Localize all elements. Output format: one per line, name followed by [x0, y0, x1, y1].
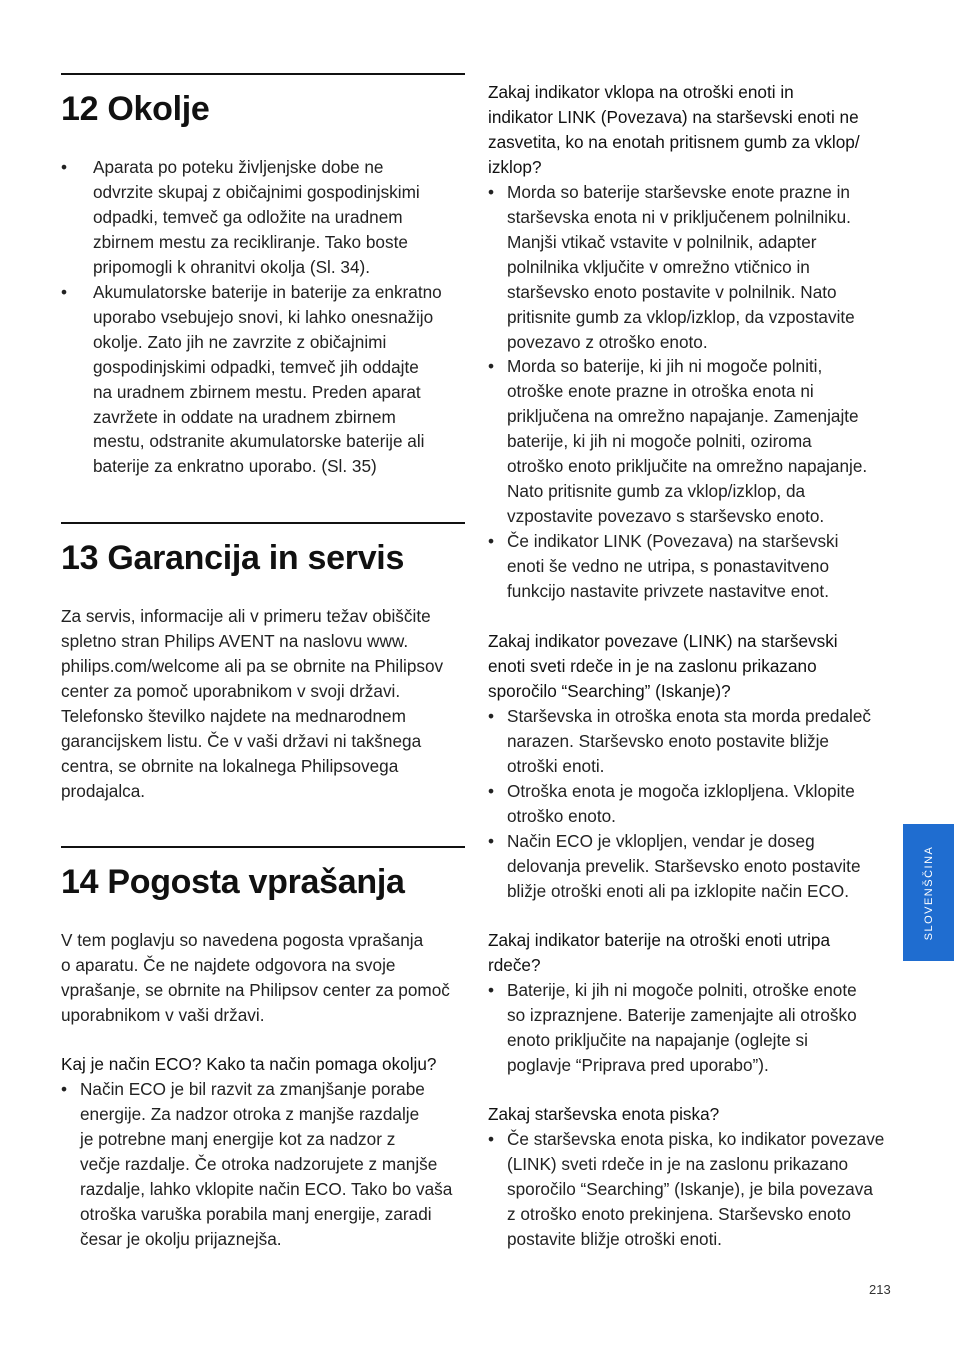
text-line: Aparata po poteku življenjske dobe ne [93, 157, 384, 177]
bullet-item [488, 529, 898, 604]
bullet-dot-icon: • [61, 281, 68, 302]
text-line: Akumulatorske baterije in baterije za enkratno [93, 281, 442, 302]
text-line: rdeče? [488, 954, 541, 975]
bullet-item [488, 180, 898, 355]
text-line: razdalje, lahko vklopite način ECO. Tako bo vaša [80, 1178, 453, 1199]
text-line: starševsko enoto postavite v polnilnik. Nato [507, 281, 837, 302]
text-line: zbirnem mestu za recikliranje. Tako boste [93, 231, 408, 252]
bullet-dot-icon: • [488, 356, 495, 377]
text-line: pritisnite gumb za vklop/izklop, da vzpostavite [507, 306, 855, 327]
text-line: spletno stran Philips AVENT na naslovu www. [61, 630, 409, 651]
text-line: Zakaj starševska enota piska? [488, 1104, 720, 1124]
faq-item-indikator-baterije [488, 928, 898, 1078]
text-line: center za pomoč uporabnikom v svoji državi. [61, 680, 401, 701]
text-line: otroško enoto. [507, 805, 616, 826]
text-line: izklop? [488, 156, 542, 177]
text-line: Če starševska enota piska, ko indikator povezave [507, 1128, 885, 1149]
text-line: starševska enota ni v priključenem polnilniku. [507, 206, 851, 227]
bullet-dot-icon: • [488, 1128, 495, 1149]
bullet-item [61, 155, 465, 280]
text-line: priključena na omrežno napajanje. Zamenjajte [507, 406, 859, 427]
text-line: V tem poglavju so navedena pogosta vprašanja [61, 930, 424, 950]
text-line: Če indikator LINK (Povezava) na starševski [507, 531, 839, 552]
text-line: mestu, odstranite akumulatorske baterije ali [93, 431, 425, 452]
text-line: Telefonsko številko najdete na mednarodnem [61, 705, 406, 726]
section-rule-13 [61, 522, 465, 524]
bullet-item [488, 978, 898, 1078]
text-line: funkcijo nastavite privzete nastavitve enot. [507, 581, 829, 602]
text-line: večje razdalje. Če otroka nadzorujete z manjše [80, 1153, 438, 1174]
text-line: Morda so baterije, ki jih ni mogoče polniti, [507, 356, 823, 377]
bullet-dot-icon: • [488, 780, 495, 801]
text-line: uporabo vsebujejo snovi, ki lahko onesnažijo [93, 306, 434, 327]
pogosta-vprasanja-intro [61, 928, 465, 1028]
text-line: enoti še vedno ne utripa, s ponastavitveno [507, 556, 830, 577]
text-line: enoti sveti rdeče in je na zaslonu prikazano [488, 655, 817, 676]
text-line: pripomogli k ohranitvi okolja (Sl. 34). [93, 256, 371, 277]
text-line: vprašanje, se obrnite na Philipsov center za pomoč [61, 979, 450, 1000]
text-line: enoto priključite na napajanje (oglejte si [507, 1029, 808, 1050]
faq-question [488, 928, 898, 978]
text-line: centra, se obrnite na lokalnega Philipsovega [61, 755, 399, 776]
language-tab-label: SLOVENŠČINA [922, 845, 935, 940]
text-line: otroške enote prazne in otroška enota ni [507, 381, 814, 402]
garancija-paragraph [61, 604, 465, 804]
text-line: gospodinjskimi odpadki, temveč jih oddajte [93, 356, 419, 377]
text-line: Način ECO je bil razvit za zmanjšanje porabe [80, 1079, 425, 1099]
text-line: Za servis, informacije ali v primeru težav obiščite [61, 606, 431, 626]
text-line: garancijskem listu. Če v vaši državi ni takšnega [61, 730, 422, 751]
section-rule-12 [61, 73, 465, 75]
faq-answer [488, 180, 898, 604]
faq-item-starsevska-piska [488, 1102, 898, 1252]
text-line: otroško enoto priključite na omrežno napajanje. [507, 456, 868, 477]
text-line: indikator LINK (Povezava) na starševski enoti ne [488, 106, 859, 127]
text-line: poglavje “Priprava pred uporabo”). [507, 1054, 769, 1075]
text-line: Nato pritisnite gumb za vklop/izklop, da [507, 481, 806, 502]
text-line: o aparatu. Če ne najdete odgovora na svoje [61, 954, 396, 975]
text-line: otroška varuška porabila manj energije, zaradi [80, 1203, 432, 1224]
text-line: je potrebne manj energije kot za nadzor z [80, 1128, 396, 1149]
text-line: odpadki, temveč ga odložite na uradnem [93, 206, 403, 227]
text-line: Zakaj indikator povezave (LINK) na starševski [488, 631, 838, 651]
text-line: baterije, ki jih ni mogoče polniti, oziroma [507, 431, 812, 452]
bullet-dot-icon: • [488, 531, 495, 552]
bullet-item [61, 280, 465, 480]
text-line: z otroško enoto prekinjena. Starševsko enoto [507, 1203, 851, 1224]
bullet-item [61, 1077, 465, 1252]
faq-item-indikator-vklopa [488, 80, 898, 604]
bullet-item [488, 1127, 898, 1252]
text-line: Način ECO je vklopljen, vendar je doseg [507, 830, 815, 851]
okolje-bullet-list [61, 155, 465, 479]
text-line: sporočilo “Searching” (Iskanje)? [488, 680, 731, 701]
page-number: 213 [869, 1282, 891, 1297]
text-line: Zakaj indikator baterije na otroški enoti utripa [488, 930, 831, 950]
text-line: otroški enoti. [507, 755, 605, 776]
text-line: povezavo z otroško enoto. [507, 331, 708, 352]
text-line: (LINK) sveti rdeče in je na zaslonu prikazano [507, 1153, 849, 1174]
text-line: postavite bližje otroški enoti. [507, 1228, 722, 1249]
faq-answer [488, 978, 898, 1078]
text-line: bližje otroški enoti ali pa izklopite način ECO. [507, 880, 850, 901]
text-line: odvrzite skupaj z običajnimi gospodinjskimi [93, 181, 420, 202]
faq-answer [488, 704, 898, 904]
bullet-dot-icon: • [61, 157, 68, 177]
text-line: Morda so baterije starševske enote prazne in [507, 181, 850, 202]
text-line: vzpostavite povezavo s starševsko enoto. [507, 506, 825, 527]
text-line: Otroška enota je mogoča izklopljena. Vklopite [507, 780, 855, 801]
bullet-item [488, 779, 898, 829]
text-line: česar je okolju prijaznejša. [80, 1228, 282, 1249]
text-line: baterije za enkratno uporabo. (Sl. 35) [93, 456, 377, 477]
text-line: energije. Za nadzor otroka z manjše razdalje [80, 1103, 420, 1124]
text-line: zasvetita, ko na enotah pritisnem gumb za vklop/ [488, 131, 860, 152]
text-line: zavržete in oddate na uradnem zbirnem [93, 406, 396, 427]
faq-question-eco: Kaj je način ECO? Kako ta način pomaga okolju? [61, 1054, 437, 1074]
heading-12-okolje: 12 Okolje [61, 90, 210, 128]
faq-question [488, 629, 898, 704]
text-line: narazen. Starševsko enoto postavite bližje [507, 730, 829, 751]
text-line: okolje. Zato jih ne zavrzite z običajnimi [93, 331, 387, 352]
bullet-item [488, 829, 898, 904]
text-line: Baterije, ki jih ni mogoče polniti, otroške enote [507, 979, 857, 1000]
faq-answer-eco [61, 1077, 465, 1252]
faq-answer [488, 1127, 898, 1252]
text-line: sporočilo “Searching” (Iskanje), je bila povezava [507, 1178, 873, 1199]
text-line: na uradnem zbirnem mestu. Preden aparat [93, 381, 421, 402]
bullet-item [488, 704, 898, 779]
heading-13-garancija: 13 Garancija in servis [61, 539, 405, 577]
bullet-dot-icon: • [488, 979, 495, 1000]
bullet-dot-icon: • [488, 181, 495, 202]
text-line: philips.com/welcome ali pa se obrnite na Philipsov [61, 655, 444, 676]
text-line: so izpraznjene. Baterije zamenjajte ali otroško [507, 1004, 857, 1025]
text-line: uporabnikom v vaši državi. [61, 1004, 265, 1025]
bullet-dot-icon: • [488, 705, 495, 726]
text-line: prodajalca. [61, 780, 146, 801]
text-line: Zakaj indikator vklopa na otroški enoti in [488, 82, 794, 102]
bullet-dot-icon: • [61, 1079, 68, 1099]
text-line: polnilnika vključite v omrežno vtičnico in [507, 256, 810, 277]
faq-question [488, 1102, 898, 1127]
bullet-item [488, 354, 898, 529]
language-side-tab [903, 824, 954, 961]
text-line: Manjši vtikač vstavite v polnilnik, adapter [507, 231, 817, 252]
faq-question [488, 80, 898, 180]
text-line: Starševska in otroška enota sta morda predaleč [507, 705, 871, 726]
faq-item-indikator-povezave [488, 629, 898, 903]
heading-14-pogosta-vprasanja: 14 Pogosta vprašanja [61, 863, 405, 901]
text-line: delovanja prevelik. Starševsko enoto postavite [507, 855, 861, 876]
bullet-dot-icon: • [488, 830, 495, 851]
section-rule-14 [61, 846, 465, 848]
